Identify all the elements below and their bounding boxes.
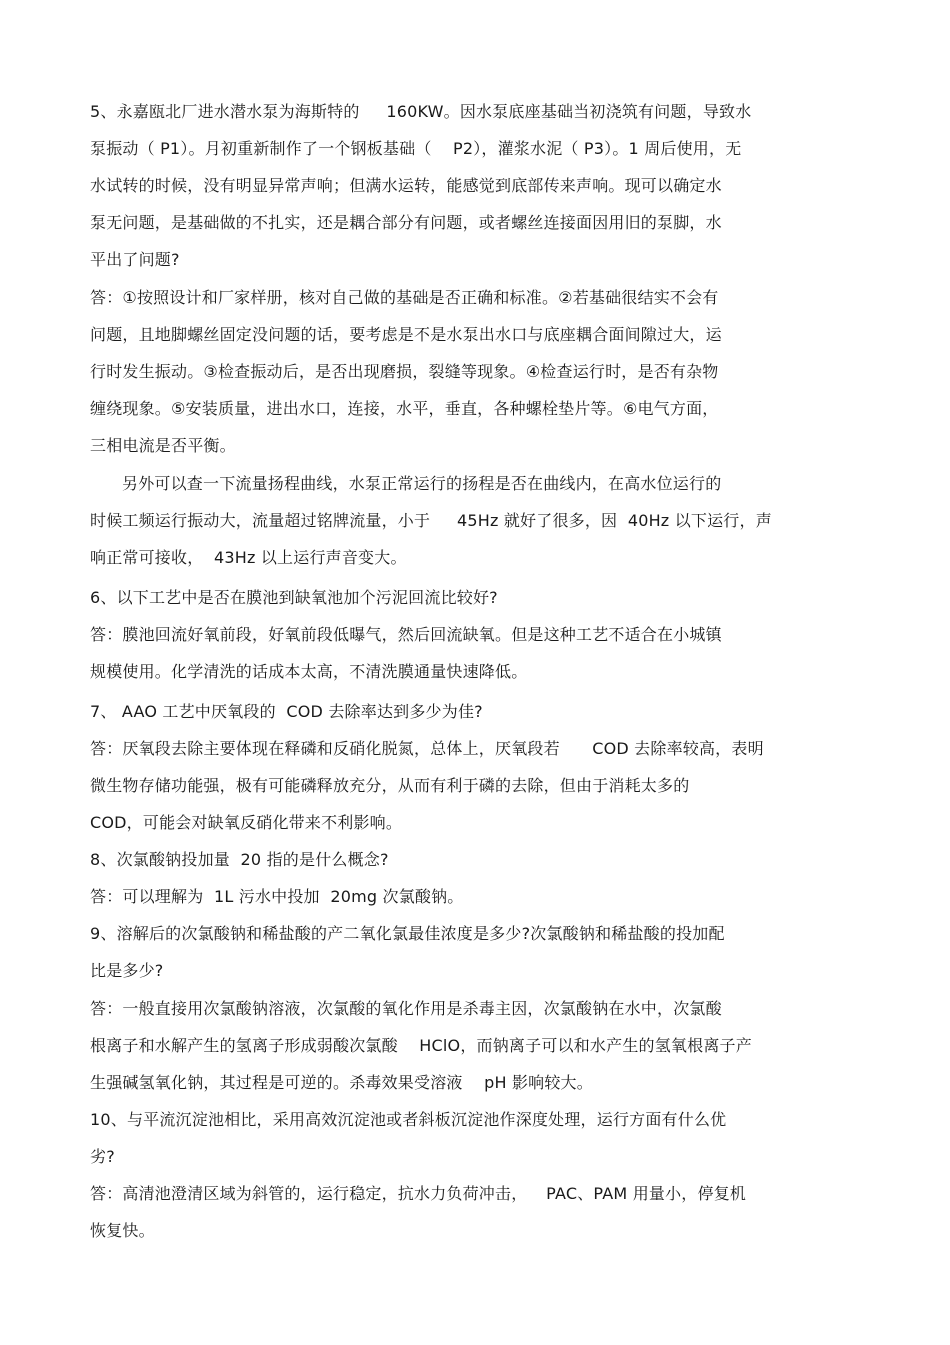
text-line: COD，可能会对缺氧反硝化带来不利影响。	[90, 813, 403, 832]
text-line: 三相电流是否平衡。	[90, 436, 236, 455]
question-6: 6、以下工艺中是否在膜池到缺氧池加个污泥回流比较好?	[90, 588, 498, 607]
text-line: 答：膜池回流好氧前段，好氧前段低曝气，然后回流缺氧。但是这种工艺不适合在小城镇	[90, 625, 722, 644]
text-line: 行时发生振动。③检查振动后，是否出现磨损，裂缝等现象。④检查运行时，是否有杂物	[90, 362, 719, 381]
text-line: 生强碱氢氧化钠，其过程是可逆的。杀毒效果受溶液 pH 影响较大。	[90, 1073, 593, 1092]
text-line: 规模使用。化学清洗的话成本太高，不清洗膜通量快速降低。	[90, 662, 528, 681]
text-line: 答：厌氧段去除主要体现在释磷和反硝化脱氮，总体上，厌氧段若 COD 去除率较高，表明	[90, 739, 764, 758]
text-line: 根离子和水解产生的氢离子形成弱酸次氯酸 HClO，而钠离子可以和水产生的氢氧根离子产	[90, 1036, 752, 1055]
text-line: 平出了问题?	[90, 250, 180, 269]
text-line: 恢复快。	[90, 1221, 155, 1240]
text-line: 问题，且地脚螺丝固定没问题的话，要考虑是不是水泵出水口与底座耦合面间隙过大，运	[90, 325, 722, 344]
text-line: 答：一般直接用次氯酸钠溶液，次氯酸的氧化作用是杀毒主因，次氯酸钠在水中，次氯酸	[90, 999, 722, 1018]
text-line: 缠绕现象。⑤安装质量，进出水口，连接，水平，垂直，各种螺栓垫片等。⑥电气方面，	[90, 399, 719, 418]
text-line: 5、永嘉瓯北厂进水潜水泵为海斯特的 160KW。因水泵底座基础当初浇筑有问题，导致水	[90, 102, 752, 121]
text-line: 答：可以理解为 1L 污水中投加 20mg 次氯酸钠。	[90, 887, 464, 906]
text-line: 时候工频运行振动大，流量超过铭牌流量，小于 45Hz 就好了很多，因 40Hz 以下运行，声	[90, 511, 772, 530]
text-line: 另外可以查一下流量扬程曲线，水泵正常运行的扬程是否在曲线内，在高水位运行的	[122, 474, 722, 493]
question-8: 8、次氯酸钠投加量 20 指的是什么概念?	[90, 850, 389, 869]
text-line: 答：高清池澄清区域为斜管的，运行稳定，抗水力负荷冲击， PAC、PAM 用量小，停复机	[90, 1184, 747, 1203]
text-line: 微生物存储功能强，极有可能磷释放充分，从而有利于磷的去除，但由于消耗太多的	[90, 776, 690, 795]
text-line: 水试转的时候，没有明显异常声响；但满水运转，能感觉到底部传来声响。现可以确定水	[90, 176, 722, 195]
text-line: 答：①按照设计和厂家样册，核对自己做的基础是否正确和标准。②若基础很结实不会有	[90, 288, 719, 307]
text-line: 泵无问题，是基础做的不扎实，还是耦合部分有问题，或者螺丝连接面因用旧的泵脚，水	[90, 213, 722, 232]
question-7: 7、 AAO 工艺中厌氧段的 COD 去除率达到多少为佳?	[90, 702, 483, 721]
question-9: 9、溶解后的次氯酸钠和稀盐酸的产二氧化氯最佳浓度是多少?次氯酸钠和稀盐酸的投加配	[90, 924, 725, 943]
text-line: 比是多少?	[90, 961, 164, 980]
question-10: 10、与平流沉淀池相比，采用高效沉淀池或者斜板沉淀池作深度处理，运行方面有什么优	[90, 1110, 727, 1129]
text-line: 劣?	[90, 1147, 115, 1166]
text-line: 泵振动（ P1）。月初重新制作了一个钢板基础（ P2），灌浆水泥（ P3）。1 周后使用，无	[90, 139, 742, 158]
text-line: 响正常可接收， 43Hz 以上运行声音变大。	[90, 548, 407, 567]
